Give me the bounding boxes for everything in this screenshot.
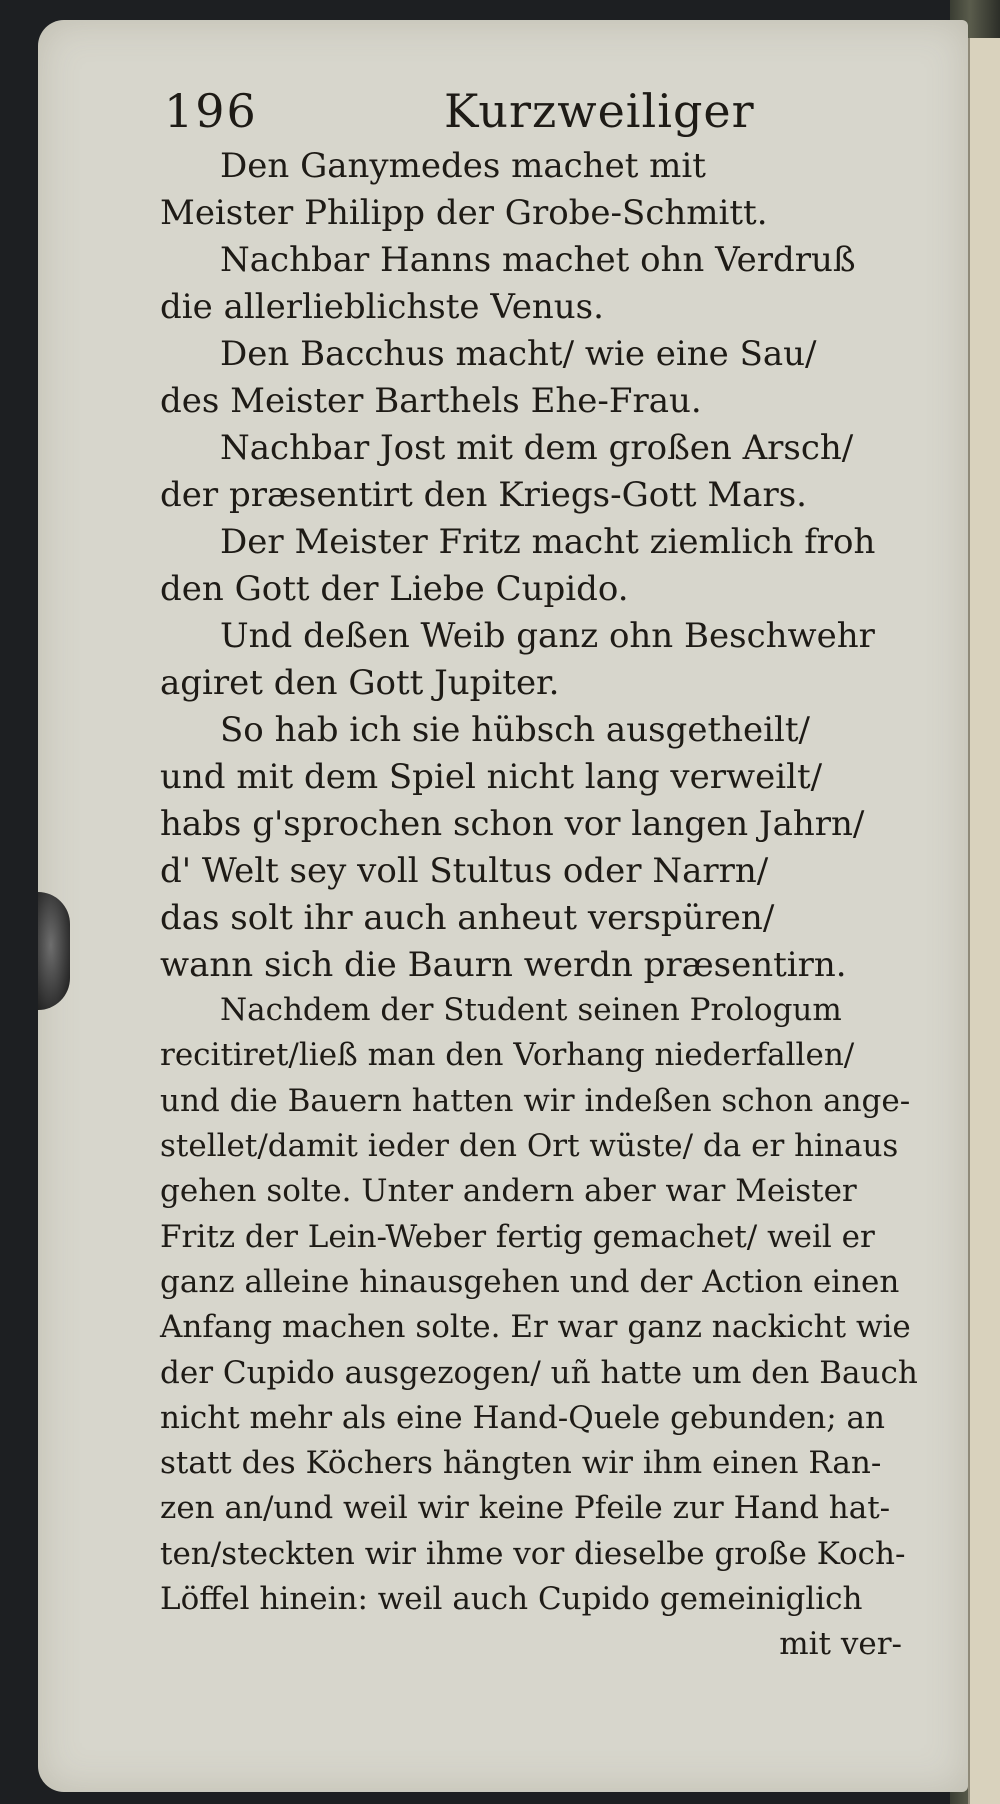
prose-line: statt des Köchers hängten wir ihm einen Ran- [160,1445,882,1482]
prose-line: Anfang machen solte. Er war ganz nackicht wie [160,1309,911,1346]
verse-line: Den Bacchus macht/ wie eine Sau/ [220,333,817,374]
verse-line: Den Ganymedes machet mit [220,145,706,186]
verse-line: der præsentirt den Kriegs-Gott Mars. [160,474,807,515]
facing-page-edge [968,38,1000,1804]
verse-line: Der Meister Fritz macht ziemlich froh [220,521,876,562]
prose-line: gehen solte. Unter andern aber war Meister [160,1173,857,1210]
prose-line: der Cupido ausgezogen/ uñ hatte um den Bauch [160,1354,918,1391]
verse-line: Und deßen Weib ganz ohn Beschwehr [220,615,875,656]
page-text [160,142,920,1667]
catchword: mit ver- [779,1626,902,1663]
prose-line: Löffel hinein: weil auch Cupido gemeiniglich [160,1581,863,1617]
prose-line: Fritz der Lein-Weber fertig gemachet/ weil er [160,1218,875,1255]
verse-line: wann sich die Baurn werdn præsentirn. [160,944,847,985]
verse-line: und mit dem Spiel nicht lang verweilt/ [160,756,823,797]
verse-line: das solt ihr auch anheut verspüren/ [160,897,775,938]
prose-line: und die Bauern hatten wir indeßen schon ange- [160,1082,911,1119]
prose-line: zen an/und weil wir keine Pfeile zur Hand hat- [160,1490,891,1527]
verse-line: des Meister Barthels Ehe-Frau. [160,380,702,421]
verse-line: die allerlieblichste Venus. [160,286,604,327]
prose-line: Nachdem der Student seinen Prologum [220,992,842,1029]
prose-line: ganz alleine hinausgehen und der Action einen [160,1263,900,1300]
prose-line: ten/steckten wir ihme vor dieselbe große Koch- [160,1535,906,1572]
verse-line: agiret den Gott Jupiter. [160,662,560,703]
book-clasp [38,892,70,1010]
verse-line: Meister Philipp der Grobe-Schmitt. [160,192,768,233]
verse-line: So hab ich sie hübsch ausgetheilt/ [220,709,810,750]
prose-line: recitiret/ließ man den Vorhang niederfallen/ [160,1037,855,1074]
page-number: 196 [164,84,258,138]
verse-line: Nachbar Jost mit dem großen Arsch/ [220,427,854,468]
verse-line: Nachbar Hanns machet ohn Verdruß [220,239,856,280]
prose-line: nicht mehr als eine Hand-Quele gebunden; an [160,1399,885,1436]
verse-line: habs g'sprochen schon vor langen Jahrn/ [160,803,865,844]
prose-line: stellet/damit ieder den Ort wüste/ da er hinaus [160,1128,899,1165]
page-header [134,80,934,150]
verse-line: den Gott der Liebe Cupido. [160,568,629,609]
verse-line: d' Welt sey voll Stultus oder Narrn/ [160,850,769,891]
running-title: Kurzweiliger [444,84,755,138]
